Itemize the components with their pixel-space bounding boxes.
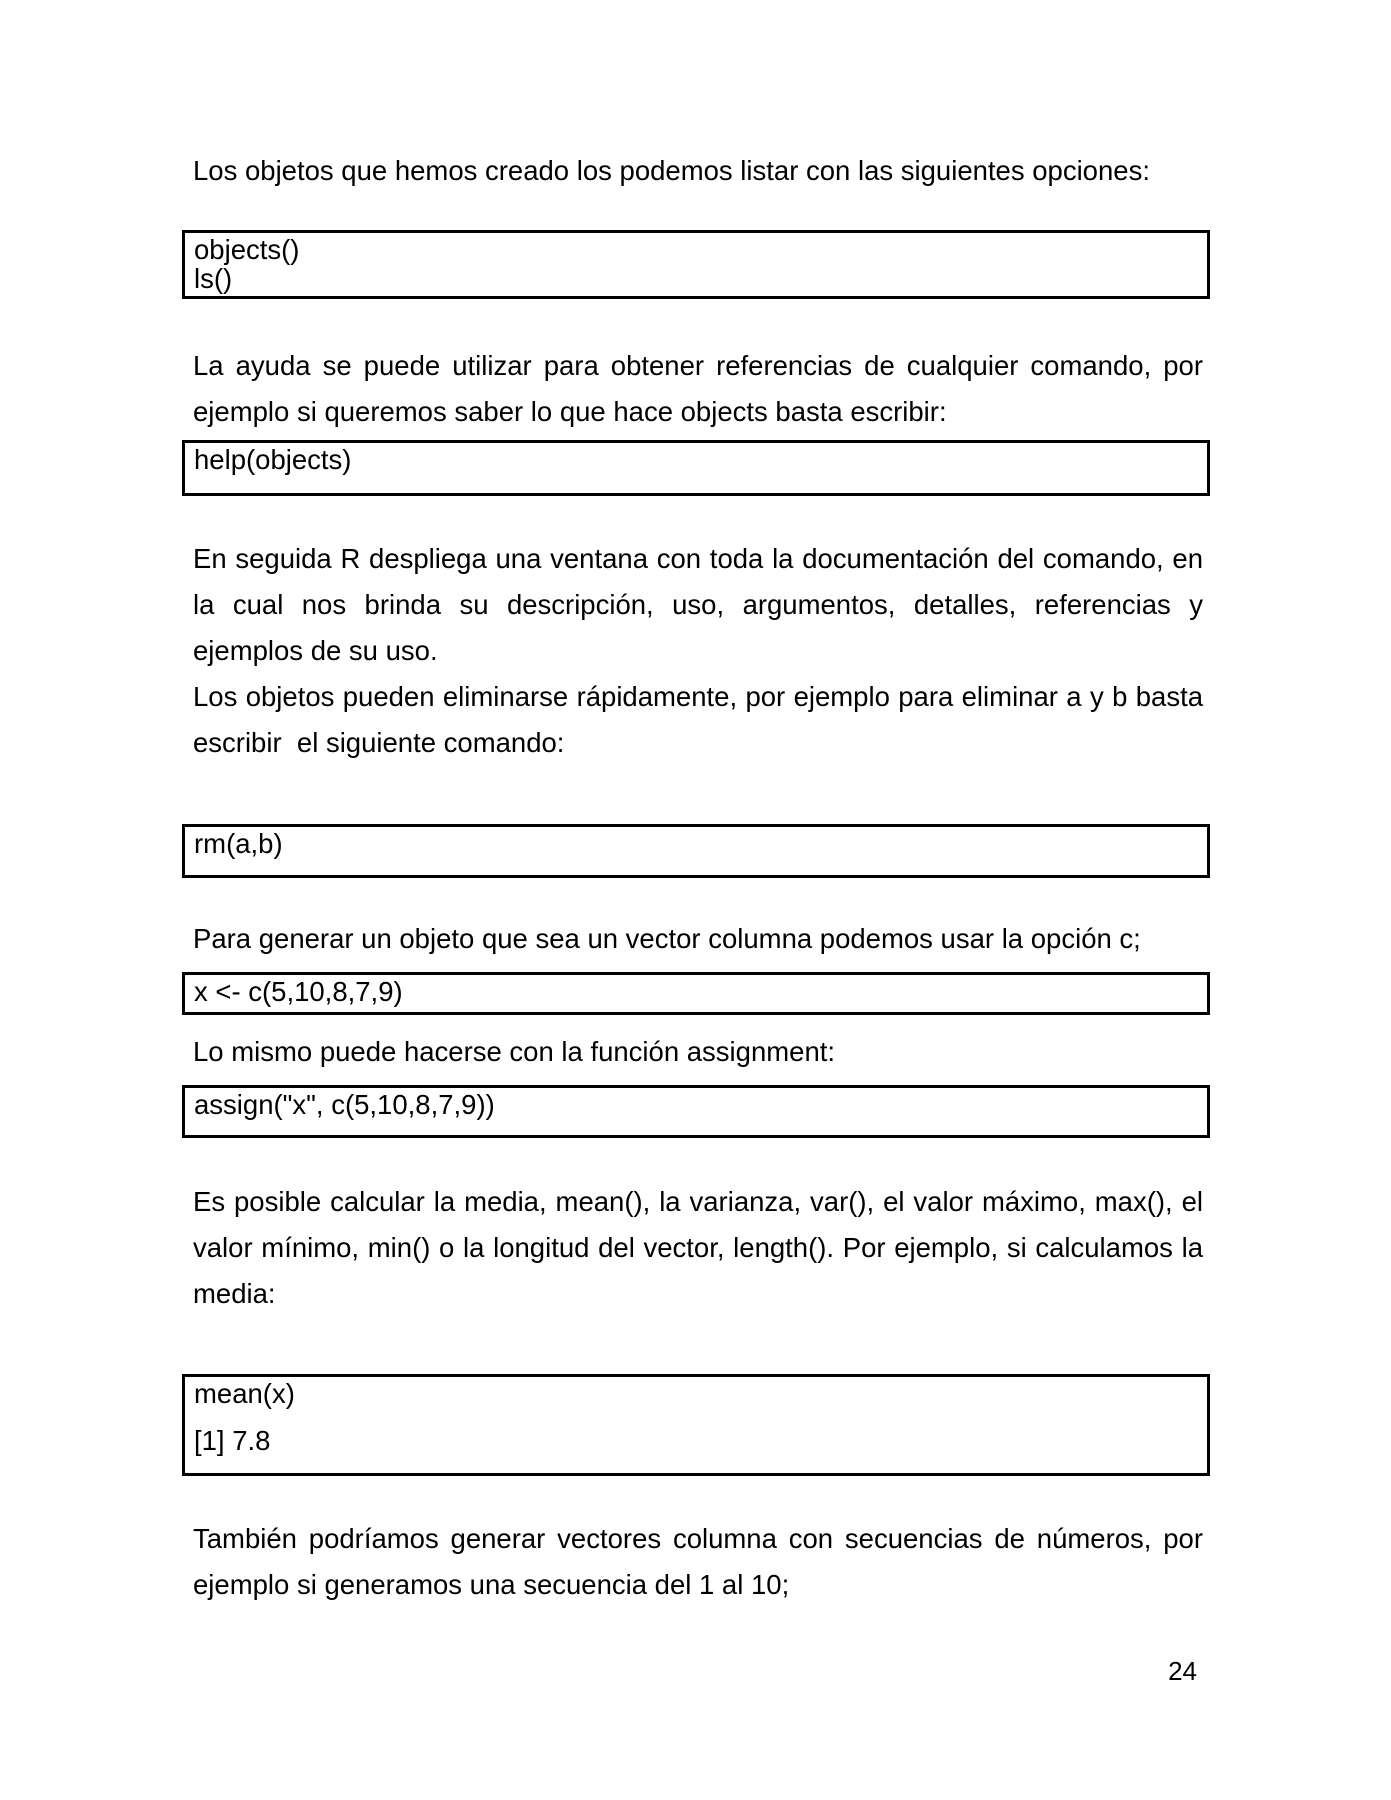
code-line-assign: assign("x", c(5,10,8,7,9)) (194, 1089, 495, 1120)
code-line-mean: mean(x) (194, 1378, 295, 1409)
code-box-list-objects (182, 230, 1210, 299)
code-line-objects: objects() (194, 234, 300, 265)
code-line-help: help(objects) (194, 444, 352, 475)
code-box-help (182, 440, 1210, 496)
paragraph-stats-intro: Es posible calcular la media, mean(), la varianza, var(), el valor máximo, max(), el valor mínimo, min() o la longitud del vector, length(). Por ejemplo, si calculamos la media: (193, 1186, 1203, 1309)
code-box-assign (182, 1085, 1210, 1138)
paragraph-vector-intro: Para generar un objeto que sea un vector columna podemos usar la opción c; (193, 923, 1141, 954)
code-box-remove (182, 824, 1210, 878)
paragraph-list-intro: Los objetos que hemos creado los podemos listar con las siguientes opciones: (193, 155, 1150, 186)
paragraph-sequence-intro: También podríamos generar vectores columna con secuencias de números, por ejemplo si generamos una secuencia del 1 al 10; (193, 1523, 1203, 1600)
paragraph-help-intro: La ayuda se puede utilizar para obtener referencias de cualquier comando, por ejemplo si queremos saber lo que hace objects basta escribir: (193, 350, 1203, 427)
paragraph-assign-intro: Lo mismo puede hacerse con la función assignment: (193, 1036, 836, 1067)
page-number: 24 (1168, 1656, 1197, 1686)
code-line-rm: rm(a,b) (194, 828, 283, 859)
code-line-vector: x <- c(5,10,8,7,9) (194, 976, 403, 1007)
code-line-mean-result: [1] 7.8 (194, 1425, 271, 1456)
code-line-ls: ls() (194, 263, 233, 294)
paragraph-remove-intro: Los objetos pueden eliminarse rápidamente, por ejemplo para eliminar a y b basta escribir el siguiente comando: (193, 681, 1211, 758)
paragraph-help-result: En seguida R despliega una ventana con toda la documentación del comando, en la cual nos brinda su descripción, uso, argumentos, detalles, referencias y ejemplos de su uso. (193, 543, 1203, 666)
code-box-mean (182, 1374, 1210, 1476)
code-box-vector (182, 972, 1210, 1015)
